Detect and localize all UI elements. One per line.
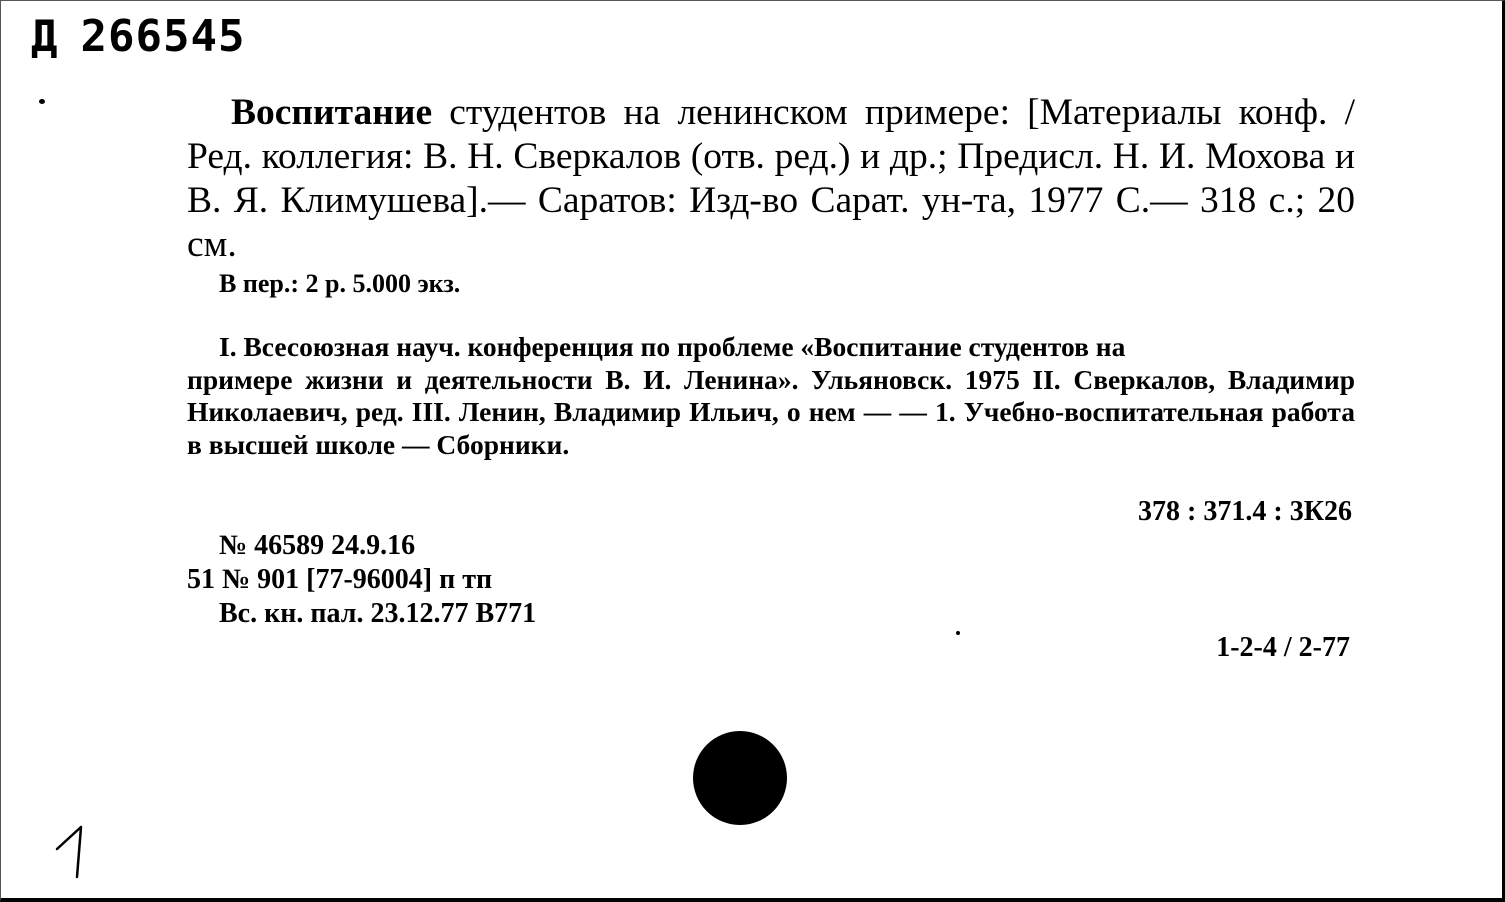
notes-line-1: I. Всесоюзная науч. конференция по проблеме «Воспитание студентов на xyxy=(219,331,1126,362)
speck xyxy=(956,631,960,635)
speck xyxy=(39,99,45,104)
subject-notes xyxy=(187,331,1355,461)
call-number xyxy=(31,11,246,62)
title-lead: Воспитание xyxy=(231,92,433,133)
price-line: В пер.: 2 р. 5.000 экз. xyxy=(219,269,461,298)
title-rest: студентов на ленинском примере: [Материалы конф. / Ред. коллегия: В. Н. Сверкалов (отв. ред.) и др.; Предисл. Н. И. Мохова и В. Я. Климушева].— Саратов: Изд-во Сарат. ун-та, 1977 С.— 318 с.; 20 см. xyxy=(187,92,1355,265)
accession-line-2: 51 № 901 [77-96004] п тп xyxy=(187,564,493,595)
handwritten-mark xyxy=(51,821,91,881)
bibliographic-description xyxy=(187,91,1355,267)
punch-hole xyxy=(693,731,787,825)
accession-line-3: Вс. кн. пал. 23.12.77 В771 xyxy=(219,598,537,629)
card-code: 1-2-4 / 2-77 xyxy=(1216,632,1350,663)
accession-line-1: № 46589 24.9.16 xyxy=(219,530,416,561)
udc-classification: 378 : 371.4 : 3К26 xyxy=(1138,496,1352,527)
call-number-prefix: Д xyxy=(31,11,59,62)
call-number-value: 266545 xyxy=(80,11,246,62)
notes-rest: примере жизни и деятельности В. И. Ленина». Ульяновск. 1975 II. Сверкалов, Владимир Николаевич, ред. III. Ленин, Владимир Ильич, о нем — — 1. Учебно-воспитательная работа в высшей школе — Сборники. xyxy=(187,363,1355,460)
